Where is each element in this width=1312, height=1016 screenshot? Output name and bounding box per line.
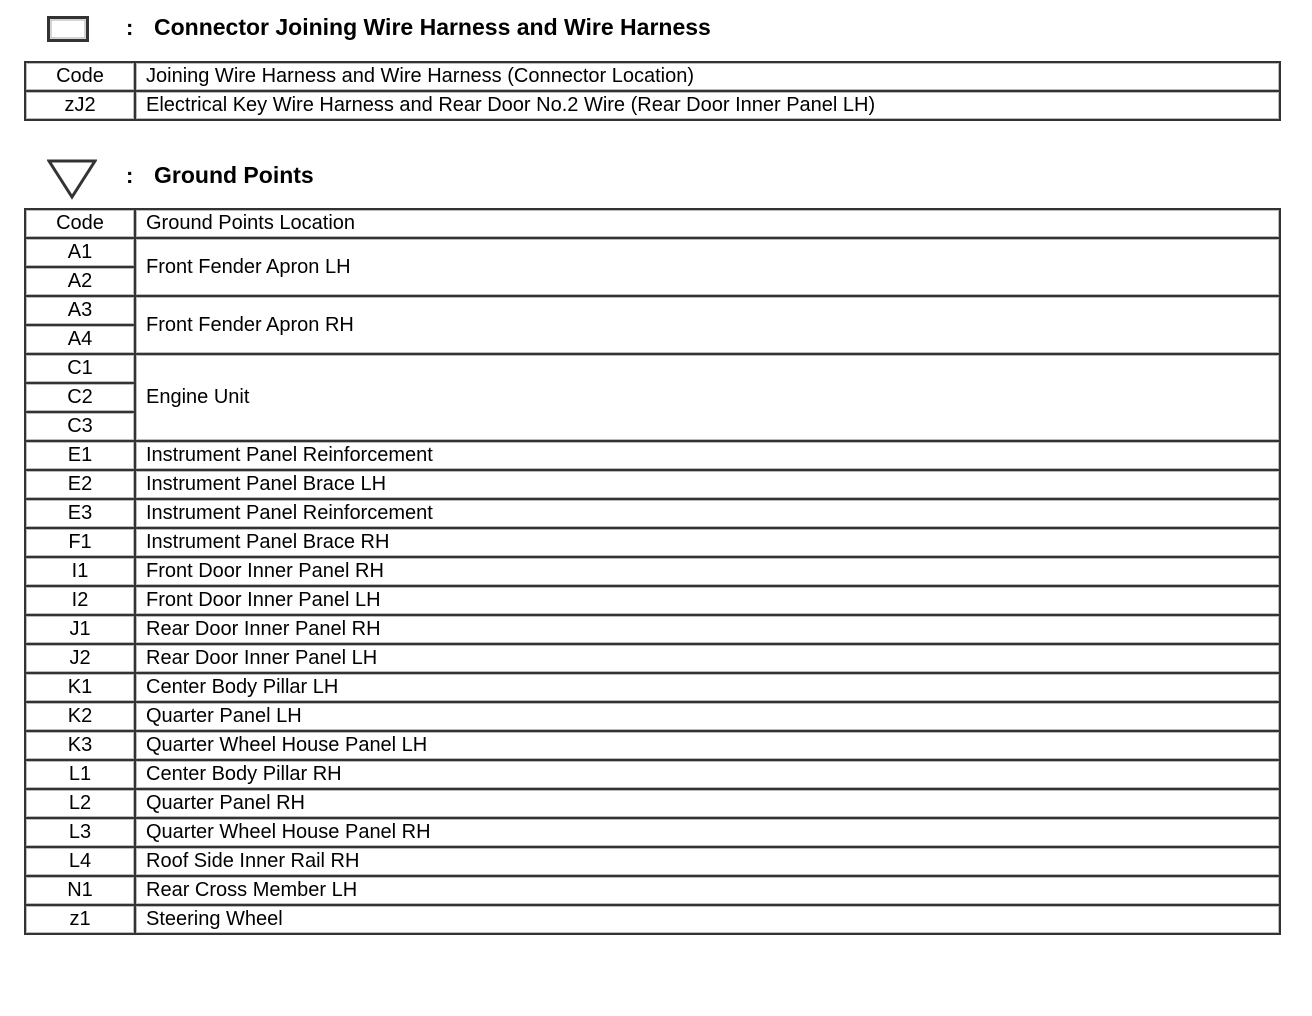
inverted-triangle-icon	[47, 158, 97, 200]
location-cell: Front Door Inner Panel LH	[135, 586, 1280, 615]
code-cell: C2	[25, 383, 135, 412]
table-row	[25, 91, 1280, 120]
code-cell: E2	[25, 470, 135, 499]
location-cell: Front Fender Apron LH	[135, 238, 1280, 296]
location-cell: Rear Cross Member LH	[135, 876, 1280, 905]
code-cell: N1	[25, 876, 135, 905]
ground-section-colon: :	[126, 163, 134, 188]
location-cell: Electrical Key Wire Harness and Rear Door No.2 Wire (Rear Door Inner Panel LH)	[135, 91, 1280, 120]
code-cell: K3	[25, 731, 135, 760]
table-row	[25, 876, 1280, 905]
location-cell: Center Body Pillar LH	[135, 673, 1280, 702]
code-cell: E1	[25, 441, 135, 470]
code-header: Code	[25, 62, 135, 91]
connector-table	[24, 61, 1281, 121]
table-row	[25, 586, 1280, 615]
location-cell: Engine Unit	[135, 354, 1280, 441]
location-cell: Instrument Panel Reinforcement	[135, 499, 1280, 528]
connector-section-title: Connector Joining Wire Harness and Wire Harness	[154, 14, 711, 40]
code-cell: C3	[25, 412, 135, 441]
code-cell: L1	[25, 760, 135, 789]
code-cell: E3	[25, 499, 135, 528]
code-cell: F1	[25, 528, 135, 557]
location-cell: Front Fender Apron RH	[135, 296, 1280, 354]
table-row	[25, 847, 1280, 876]
code-cell: K1	[25, 673, 135, 702]
location-cell: Rear Door Inner Panel LH	[135, 644, 1280, 673]
table-row	[25, 673, 1280, 702]
code-cell: I1	[25, 557, 135, 586]
location-header: Joining Wire Harness and Wire Harness (Connector Location)	[135, 62, 1280, 91]
code-cell: J2	[25, 644, 135, 673]
table-header-row	[25, 62, 1280, 91]
rectangle-box-icon	[47, 16, 89, 42]
table-row	[25, 470, 1280, 499]
location-cell: Instrument Panel Brace RH	[135, 528, 1280, 557]
code-cell: L3	[25, 818, 135, 847]
code-cell: L4	[25, 847, 135, 876]
location-cell: Front Door Inner Panel RH	[135, 557, 1280, 586]
code-cell: L2	[25, 789, 135, 818]
location-cell: Quarter Wheel House Panel LH	[135, 731, 1280, 760]
location-cell: Quarter Wheel House Panel RH	[135, 818, 1280, 847]
table-row	[25, 644, 1280, 673]
table-row	[25, 499, 1280, 528]
code-header: Code	[25, 209, 135, 238]
table-row	[25, 354, 1280, 383]
code-cell: z1	[25, 905, 135, 934]
connector-section-colon: :	[126, 15, 134, 40]
table-row	[25, 818, 1280, 847]
table-row	[25, 731, 1280, 760]
location-cell: Roof Side Inner Rail RH	[135, 847, 1280, 876]
code-cell: A1	[25, 238, 135, 267]
code-cell: A4	[25, 325, 135, 354]
location-cell: Steering Wheel	[135, 905, 1280, 934]
code-cell: C1	[25, 354, 135, 383]
table-row	[25, 238, 1280, 267]
location-cell: Quarter Panel LH	[135, 702, 1280, 731]
location-cell: Instrument Panel Reinforcement	[135, 441, 1280, 470]
code-cell: K2	[25, 702, 135, 731]
ground-points-table	[24, 208, 1281, 935]
ground-section-title: Ground Points	[154, 162, 314, 188]
table-row	[25, 528, 1280, 557]
location-header: Ground Points Location	[135, 209, 1280, 238]
table-row	[25, 296, 1280, 325]
code-cell: A2	[25, 267, 135, 296]
table-row	[25, 557, 1280, 586]
table-header-row	[25, 209, 1280, 238]
code-cell: J1	[25, 615, 135, 644]
table-row	[25, 905, 1280, 934]
location-cell: Rear Door Inner Panel RH	[135, 615, 1280, 644]
table-row	[25, 441, 1280, 470]
table-row	[25, 615, 1280, 644]
table-row	[25, 702, 1280, 731]
code-cell: zJ2	[25, 91, 135, 120]
code-cell: I2	[25, 586, 135, 615]
location-cell: Quarter Panel RH	[135, 789, 1280, 818]
location-cell: Center Body Pillar RH	[135, 760, 1280, 789]
table-row	[25, 760, 1280, 789]
location-cell: Instrument Panel Brace LH	[135, 470, 1280, 499]
table-row	[25, 789, 1280, 818]
code-cell: A3	[25, 296, 135, 325]
